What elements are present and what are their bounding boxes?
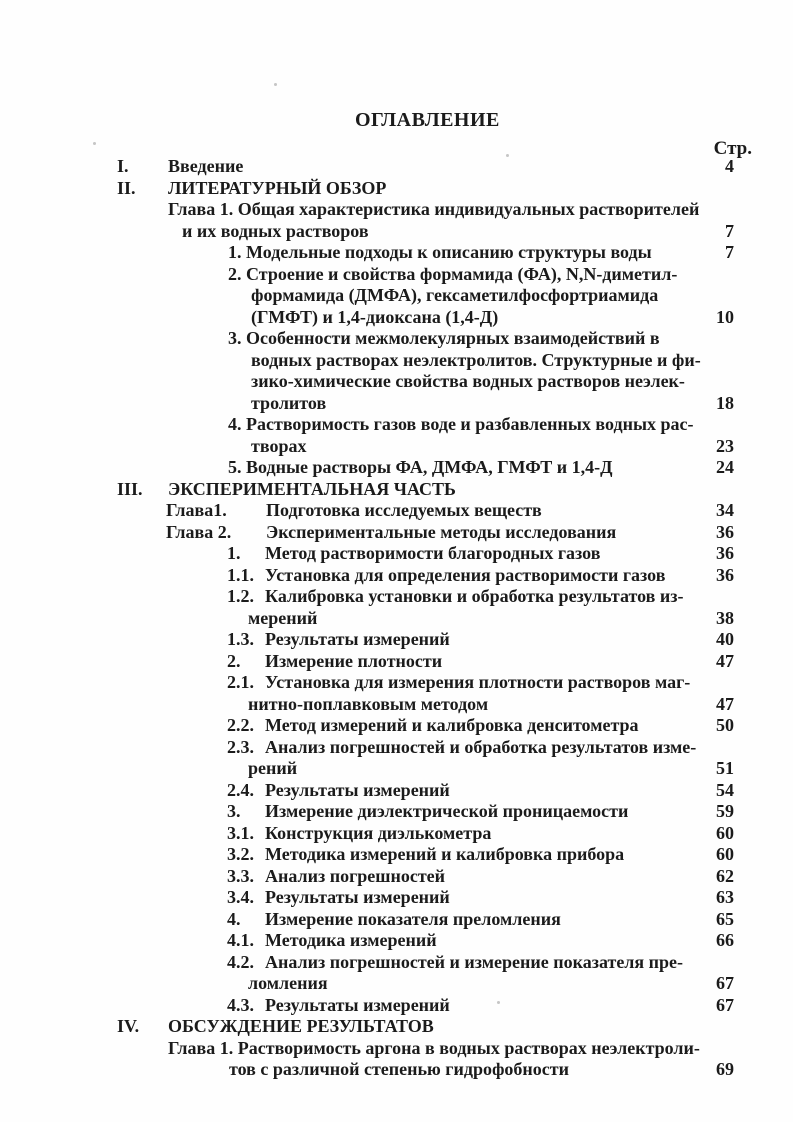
toc-item-number: 1.2.: [227, 586, 254, 606]
toc-line-text: ОБСУЖДЕНИЕ РЕЗУЛЬТАТОВ: [168, 1016, 434, 1036]
toc-line-text: 2. Строение и свойства формамида (ФА), N,N-диметил-: [228, 263, 678, 284]
toc-line: [0, 199, 793, 221]
page-column-header: Стр.: [713, 138, 752, 159]
toc-line-text: тов с различной степенью гидрофобности: [229, 1059, 569, 1079]
toc-line-text: Результаты измерений: [265, 779, 450, 800]
toc-line-text: Результаты измерений: [265, 994, 450, 1015]
toc-line: [0, 995, 793, 1017]
toc-page-number: 36: [716, 521, 734, 542]
toc-line: [0, 522, 793, 544]
toc-line: [0, 672, 793, 694]
toc-page-number: 60: [716, 822, 734, 843]
toc-roman-numeral: III.: [117, 478, 143, 499]
toc-line: [0, 715, 793, 737]
toc-roman-numeral: I.: [117, 156, 129, 176]
toc-line-text: и их водных растворов: [182, 220, 369, 241]
toc-page-number: 24: [716, 457, 734, 477]
toc-line-text: нитно-поплавковым методом: [248, 693, 489, 714]
toc-page-number: 36: [716, 543, 734, 563]
toc-page-number: 67: [716, 973, 734, 993]
scan-speck: [506, 154, 509, 157]
toc-line-text: (ГМФТ) и 1,4-диоксана (1,4-Д): [251, 306, 499, 327]
toc-line: [0, 500, 793, 522]
toc-line-text: 1. Модельные подходы к описанию структуры воды: [228, 242, 652, 262]
toc-line-text: рений: [248, 758, 298, 778]
toc-line: [0, 694, 793, 716]
toc-line: [0, 543, 793, 565]
toc-line-text: Установка для измерения плотности растворов маг-: [265, 672, 691, 692]
toc-line-text: Введение: [168, 156, 244, 176]
toc-page-number: 7: [725, 220, 734, 241]
toc-item-number: 1.3.: [227, 629, 254, 649]
toc-line: [0, 178, 793, 200]
toc-line-text: ЭКСПЕРИМЕНТАЛЬНАЯ ЧАСТЬ: [168, 478, 456, 499]
toc-item-number: 4.3.: [227, 994, 254, 1015]
toc-line-text: Анализ погрешностей и обработка результатов изме-: [265, 736, 697, 757]
toc-page-number: 36: [716, 564, 734, 585]
toc-line-text: Методика измерений и калибровка прибора: [265, 844, 625, 864]
toc-page-number: 66: [716, 930, 734, 950]
toc-line-text: Конструкция диэлькометра: [265, 822, 492, 843]
toc-line-text: Глава 1. Растворимость аргона в водных растворах неэлектроли-: [168, 1037, 700, 1058]
toc-item-number: 4.1.: [227, 930, 254, 950]
toc-item-number: 1.: [227, 543, 241, 563]
toc-line: [0, 973, 793, 995]
toc-line-text: мерений: [248, 607, 318, 628]
toc-line-text: Результаты измерений: [265, 887, 450, 907]
toc-line: [0, 866, 793, 888]
toc-page-number: 7: [725, 242, 734, 262]
toc-line: [0, 393, 793, 415]
toc-page-number: 38: [716, 607, 734, 628]
toc-line: [0, 436, 793, 458]
toc-line-text: Метод измерений и калибровка денситометра: [265, 715, 639, 735]
toc-item-number: 4.: [227, 908, 241, 929]
toc-line: [0, 1016, 793, 1038]
toc-line-text: Методика измерений: [265, 930, 437, 950]
toc-line: [0, 1038, 793, 1060]
toc-line-text: Измерение показателя преломления: [265, 908, 561, 929]
toc-line-text: Экспериментальные методы исследования: [266, 521, 617, 542]
toc-item-number: Глава 2.: [166, 521, 232, 542]
toc-item-number: Глава1.: [166, 500, 227, 520]
toc-page-number: 4: [725, 156, 734, 176]
toc-line-text: Анализ погрешностей: [265, 865, 446, 886]
toc-line: [0, 887, 793, 909]
toc-item-number: 4.2.: [227, 951, 254, 972]
toc-line: [0, 221, 793, 243]
toc-line: [0, 264, 793, 286]
toc-line: [0, 651, 793, 673]
toc-roman-numeral: IV.: [117, 1016, 140, 1036]
toc-line: [0, 371, 793, 393]
toc-page-number: 59: [716, 801, 734, 821]
toc-line-text: Измерение плотности: [265, 650, 443, 671]
toc-line-text: Результаты измерений: [265, 629, 450, 649]
toc-line-text: зико-химические свойства водных растворов неэлек-: [251, 371, 685, 391]
toc-page-number: 65: [716, 908, 734, 929]
toc-item-number: 3.1.: [227, 822, 254, 843]
toc-line: [0, 629, 793, 651]
toc-item-number: 3.3.: [227, 865, 254, 886]
toc-line: [0, 823, 793, 845]
toc-item-number: 3.4.: [227, 887, 254, 907]
toc-item-number: 1.1.: [227, 564, 254, 585]
toc-line-text: Глава 1. Общая характеристика индивидуальных растворителей: [168, 199, 700, 219]
page-title: ОГЛАВЛЕНИЕ: [355, 109, 500, 131]
toc-line: [0, 414, 793, 436]
scan-speck: [497, 1001, 500, 1004]
toc-page-number: 18: [716, 392, 734, 413]
toc-line-text: 4. Растворимость газов воде и разбавленных водных рас-: [228, 414, 694, 434]
toc-page-number: 10: [716, 306, 734, 327]
toc-page-number: 63: [716, 887, 734, 907]
toc-line: [0, 737, 793, 759]
toc-page-number: 62: [716, 865, 734, 886]
toc-item-number: 2.2.: [227, 715, 254, 735]
toc-item-number: 2.3.: [227, 736, 254, 757]
toc-page-number: 69: [716, 1059, 734, 1079]
toc-item-number: 3.: [227, 801, 241, 821]
toc-line-text: творах: [251, 435, 307, 456]
toc-line-text: 5. Водные растворы ФА, ДМФА, ГМФТ и 1,4-Д: [228, 457, 613, 477]
toc-page-number: 50: [716, 715, 734, 735]
toc-line: [0, 350, 793, 372]
toc-line-text: ЛИТЕРАТУРНЫЙ ОБЗОР: [168, 177, 387, 198]
toc-line: [0, 844, 793, 866]
toc-line: [0, 285, 793, 307]
toc-line: [0, 479, 793, 501]
toc-line: [0, 608, 793, 630]
toc-line-text: Метод растворимости благородных газов: [265, 543, 601, 563]
toc-line-text: Установка для определения растворимости газов: [265, 564, 666, 585]
toc-line: [0, 780, 793, 802]
toc-line: [0, 801, 793, 823]
toc-line: [0, 156, 793, 178]
toc-line-text: тролитов: [251, 392, 327, 413]
toc-line-text: Подготовка исследуемых веществ: [266, 500, 542, 520]
toc-line: [0, 242, 793, 264]
toc-line: [0, 565, 793, 587]
toc-line-text: Измерение диэлектрической проницаемости: [265, 801, 629, 821]
toc-page-number: 67: [716, 994, 734, 1015]
toc-page-number: 60: [716, 844, 734, 864]
toc-line-text: 3. Особенности межмолекулярных взаимодействий в: [228, 328, 660, 348]
toc-item-number: 2.4.: [227, 779, 254, 800]
toc-line: [0, 328, 793, 350]
toc-line: [0, 586, 793, 608]
toc-page-number: 47: [716, 650, 734, 671]
scan-speck: [274, 83, 277, 86]
toc-line: [0, 952, 793, 974]
toc-page-number: 40: [716, 629, 734, 649]
toc-line-text: формамида (ДМФА), гексаметилфосфортриамида: [251, 285, 659, 305]
toc-line: [0, 930, 793, 952]
toc-page-number: 51: [716, 758, 734, 778]
toc-page-number: 47: [716, 693, 734, 714]
toc-line: [0, 457, 793, 479]
toc-line-text: водных растворах неэлектролитов. Структурные и фи-: [251, 349, 701, 370]
toc-roman-numeral: II.: [117, 177, 136, 198]
toc-page-number: 34: [716, 500, 734, 520]
scan-speck: [93, 142, 96, 145]
toc-line: [0, 758, 793, 780]
toc-item-number: 2.: [227, 650, 241, 671]
toc-line: [0, 909, 793, 931]
toc-line: [0, 1059, 793, 1081]
toc-line-text: ломления: [248, 973, 328, 993]
toc-line: [0, 307, 793, 329]
toc-page-number: 54: [716, 779, 734, 800]
toc-page-number: 23: [716, 435, 734, 456]
toc-line-text: Анализ погрешностей и измерение показателя пре-: [265, 951, 684, 972]
toc-item-number: 3.2.: [227, 844, 254, 864]
toc-line-text: Калибровка установки и обработка результатов из-: [265, 586, 684, 606]
toc-item-number: 2.1.: [227, 672, 254, 692]
